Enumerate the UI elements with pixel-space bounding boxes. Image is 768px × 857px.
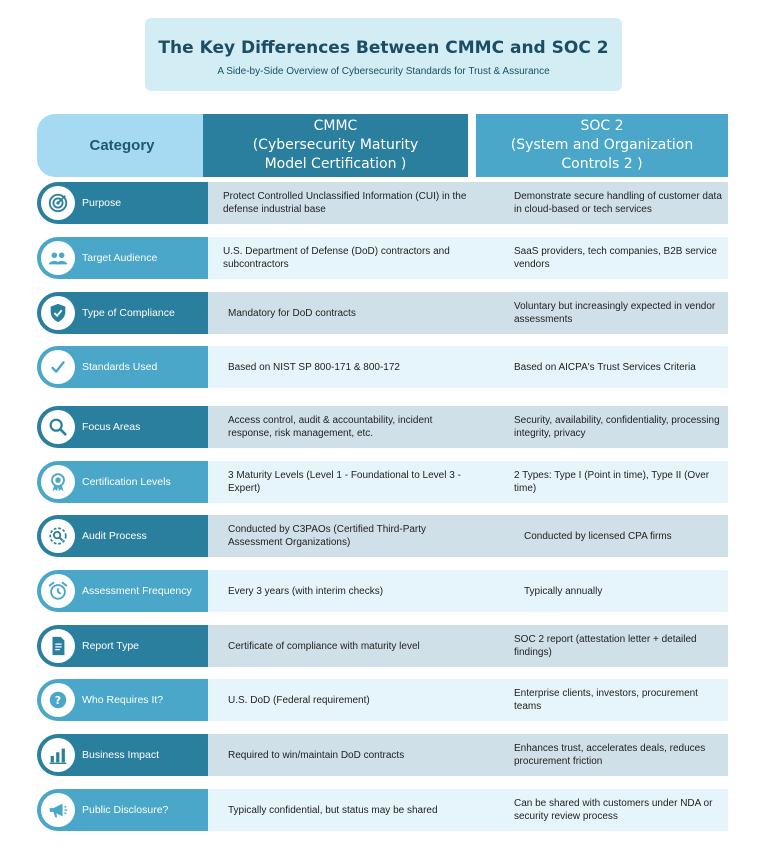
row-category — [37, 461, 208, 503]
cmmc-cell: Required to win/maintain DoD contracts — [208, 734, 476, 776]
row-category-label: Public Disclosure? — [82, 804, 169, 816]
table-row — [37, 515, 728, 557]
table-row — [37, 237, 728, 279]
row-category — [37, 292, 208, 334]
megaphone-icon — [41, 793, 75, 827]
cmmc-cell: U.S. Department of Defense (DoD) contractors and subcontractors — [208, 237, 476, 279]
cmmc-cell: Protect Controlled Unclassified Information (CUI) in the defense industrial base — [208, 182, 476, 224]
soc2-cell: Enterprise clients, investors, procurement teams — [476, 679, 728, 721]
row-category — [37, 570, 208, 612]
row-category-label: Assessment Frequency — [82, 585, 192, 597]
audit-icon — [41, 519, 75, 553]
soc2-cell: Demonstrate secure handling of customer data in cloud-based or tech services — [476, 182, 728, 224]
cmmc-cell: Typically confidential, but status may be shared — [208, 789, 476, 831]
soc2-cell: Based on AICPA's Trust Services Criteria — [476, 346, 728, 388]
row-category — [37, 625, 208, 667]
svg-text:?: ? — [54, 694, 62, 708]
row-category — [37, 237, 208, 279]
table-row — [37, 734, 728, 776]
header-cmmc — [203, 114, 468, 177]
table-row — [37, 406, 728, 448]
shield-icon — [41, 296, 75, 330]
row-category — [37, 182, 208, 224]
row-category-label: Who Requires It? — [82, 694, 164, 706]
cmmc-cell: U.S. DoD (Federal requirement) — [208, 679, 476, 721]
cmmc-cell: Conducted by C3PAOs (Certified Third-Party Assessment Organizations) — [208, 515, 476, 557]
row-category — [37, 406, 208, 448]
header-soc2-label: SOC 2 (System and Organization Controls 2 ) — [510, 118, 694, 172]
soc2-cell: SOC 2 report (attestation letter + detailed findings) — [476, 625, 728, 667]
table-row — [37, 182, 728, 224]
target-icon — [41, 186, 75, 220]
question-icon — [41, 683, 75, 717]
header-soc2 — [476, 114, 728, 177]
check-icon — [41, 350, 75, 384]
cmmc-cell: Based on NIST SP 800-171 & 800-172 — [208, 346, 476, 388]
document-icon — [41, 629, 75, 663]
row-category-label: Type of Compliance — [82, 307, 175, 319]
page-title: The Key Differences Between CMMC and SOC 2 — [158, 38, 609, 58]
cmmc-cell: Mandatory for DoD contracts — [208, 292, 476, 334]
alarm-clock-icon — [41, 574, 75, 608]
soc2-cell: SaaS providers, tech companies, B2B service vendors — [476, 237, 728, 279]
row-category-label: Certification Levels — [82, 476, 171, 488]
search-icon — [41, 410, 75, 444]
row-category — [37, 515, 208, 557]
page-subtitle: A Side-by-Side Overview of Cybersecurity Standards for Trust & Assurance — [217, 66, 550, 77]
row-category-label: Business Impact — [82, 749, 160, 761]
row-category-label: Audit Process — [82, 530, 147, 542]
table-row — [37, 625, 728, 667]
table-row — [37, 346, 728, 388]
badge-icon — [41, 465, 75, 499]
soc2-cell: 2 Types: Type I (Point in time), Type II (Over time) — [476, 461, 728, 503]
row-category-label: Focus Areas — [82, 421, 141, 433]
row-category — [37, 789, 208, 831]
bar-chart-icon — [41, 738, 75, 772]
row-category — [37, 734, 208, 776]
row-category-label: Standards Used — [82, 361, 158, 373]
table-row — [37, 789, 728, 831]
table-row — [37, 461, 728, 503]
row-category-label: Report Type — [82, 640, 140, 652]
cmmc-cell: Certificate of compliance with maturity level — [208, 625, 476, 667]
soc2-cell: Typically annually — [476, 570, 728, 612]
row-category — [37, 346, 208, 388]
soc2-cell: Voluntary but increasingly expected in vendor assessments — [476, 292, 728, 334]
table-row — [37, 292, 728, 334]
cmmc-cell: Every 3 years (with interim checks) — [208, 570, 476, 612]
soc2-cell: Security, availability, confidentiality, processing integrity, privacy — [476, 406, 728, 448]
soc2-cell: Conducted by licensed CPA firms — [476, 515, 728, 557]
soc2-cell: Enhances trust, accelerates deals, reduces procurement friction — [476, 734, 728, 776]
users-icon — [41, 241, 75, 275]
row-category — [37, 679, 208, 721]
table-row — [37, 679, 728, 721]
cmmc-cell: Access control, audit & accountability, incident response, risk management, etc. — [208, 406, 476, 448]
header-category: Category — [37, 114, 207, 177]
title-box — [145, 18, 622, 91]
soc2-cell: Can be shared with customers under NDA or security review process — [476, 789, 728, 831]
header-cmmc-label: CMMC (Cybersecurity Maturity Model Certification ) — [252, 118, 419, 172]
table-row — [37, 570, 728, 612]
row-category-label: Purpose — [82, 197, 122, 209]
cmmc-cell: 3 Maturity Levels (Level 1 - Foundational to Level 3 - Expert) — [208, 461, 476, 503]
row-category-label: Target Audience — [82, 252, 158, 264]
